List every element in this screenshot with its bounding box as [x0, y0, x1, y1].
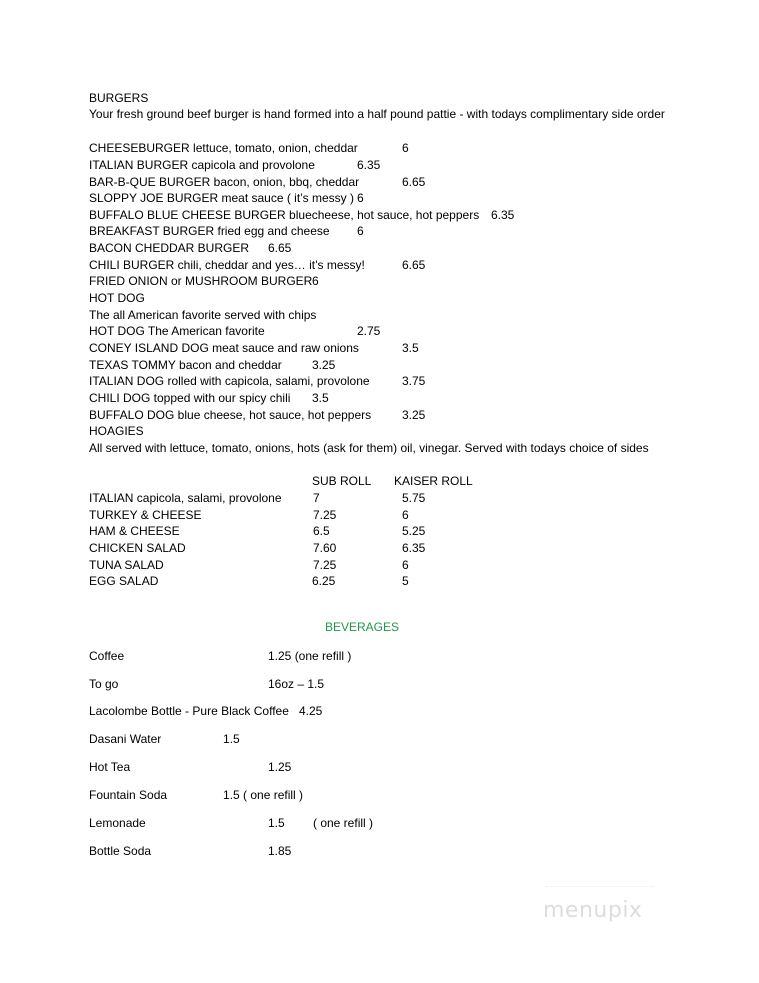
hotdog-item-name: HOT DOG The American favorite	[89, 324, 265, 338]
hoagie-item-name: TUNA SALAD	[89, 558, 164, 572]
burger-item-name: FRIED ONION or MUSHROOM BURGER	[89, 274, 313, 288]
hotdog-item-name: CONEY ISLAND DOG meat sauce and raw onions	[89, 341, 359, 355]
hotdog-item-name: CHILI DOG topped with our spicy chili	[89, 391, 291, 405]
hoagie-item-name: HAM & CHEESE	[89, 524, 180, 538]
burgers-description: Your fresh ground beef burger is hand formed into a half pound pattie - with todays complimentary side order	[89, 107, 665, 121]
hotdog-heading: HOT DOG	[89, 291, 145, 305]
hoagie-item-name: EGG SALAD	[89, 574, 159, 588]
hoagie-item-sub: 7.25	[313, 558, 337, 572]
hoagie-item-sub: 7.25	[313, 508, 337, 522]
watermark-divider	[546, 886, 654, 888]
beverage-item-price: 1.5 ( one refill )	[223, 788, 304, 802]
hoagie-item-kaiser: 5.75	[402, 491, 426, 505]
hoagies-col-sub: SUB ROLL	[312, 474, 372, 488]
beverage-item-price: 1.25 (one refill )	[268, 649, 352, 663]
burger-item-price: 6	[402, 141, 409, 155]
beverage-item-price: 1.85	[268, 844, 292, 858]
hotdog-item-price: 2.75	[357, 324, 381, 338]
menupix-watermark: menupix	[543, 898, 643, 923]
hoagie-item-sub: 7	[313, 491, 320, 505]
beverage-item-price: 1.5	[223, 732, 240, 746]
burger-item-name: BREAKFAST BURGER fried egg and cheese	[89, 224, 330, 238]
burger-item-price: 6	[357, 224, 364, 238]
burger-item-price: 6	[357, 191, 364, 205]
beverage-item-price: 1.25	[268, 760, 292, 774]
hotdog-item-name: BUFFALO DOG blue cheese, hot sauce, hot peppers	[89, 408, 372, 422]
hotdog-description: The all American favorite served with chips	[89, 308, 317, 322]
hoagie-item-kaiser: 6	[402, 558, 409, 572]
burger-item-name: SLOPPY JOE BURGER meat sauce ( it’s messy )	[89, 191, 354, 205]
hotdog-item-price: 3.5	[312, 391, 329, 405]
burger-item-price: 6.65	[402, 175, 426, 189]
hoagies-description: All served with lettuce, tomato, onions, hots (ask for them) oil, vinegar. Served with todays choice of sides	[89, 441, 649, 455]
beverage-item-name: To go	[89, 677, 119, 691]
burger-item-price: 6.65	[402, 258, 426, 272]
burger-item-price: 6	[312, 274, 319, 288]
hoagie-item-kaiser: 5.25	[402, 524, 426, 538]
hotdog-item-price: 3.75	[402, 374, 426, 388]
hotdog-item-name: ITALIAN DOG rolled with capicola, salami, provolone	[89, 374, 370, 388]
hoagie-item-name: CHICKEN SALAD	[89, 541, 186, 555]
hotdog-item-price: 3.25	[312, 358, 336, 372]
hoagie-item-sub: 7.60	[313, 541, 337, 555]
burger-item-name: CHEESEBURGER lettuce, tomato, onion, cheddar	[89, 141, 358, 155]
beverage-item-price: 4.25	[299, 704, 323, 718]
hoagie-item-sub: 6.25	[312, 574, 336, 588]
burgers-heading: BURGERS	[89, 91, 149, 105]
beverage-item-name: Bottle Soda	[89, 844, 152, 858]
hoagie-item-name: TURKEY & CHEESE	[89, 508, 202, 522]
beverage-item-name: Lemonade	[89, 816, 146, 830]
burger-item-name: BACON CHEDDAR BURGER	[89, 241, 250, 255]
hoagie-item-sub: 6.5	[313, 524, 330, 538]
hotdog-item-price: 3.5	[402, 341, 419, 355]
hotdog-item-price: 3.25	[402, 408, 426, 422]
hoagie-item-name: ITALIAN capicola, salami, provolone	[89, 491, 282, 505]
beverage-item-name: Hot Tea	[89, 760, 131, 774]
beverage-item-price: 16oz – 1.5	[268, 677, 325, 691]
hoagie-item-kaiser: 5	[402, 574, 409, 588]
beverage-item-note: ( one refill )	[313, 816, 374, 830]
beverage-item-name: Coffee	[89, 649, 125, 663]
burger-item-name: BAR-B-QUE BURGER bacon, onion, bbq, cheddar	[89, 175, 360, 189]
beverages-heading: BEVERAGES	[325, 620, 400, 634]
burger-item-name: CHILI BURGER chili, cheddar and yes… it’s messy!	[89, 258, 365, 272]
burger-item-name: ITALIAN BURGER capicola and provolone	[89, 158, 315, 172]
beverage-item-name: Dasani Water	[89, 732, 162, 746]
beverage-item-name: Lacolombe Bottle - Pure Black Coffee	[89, 704, 289, 718]
hotdog-item-name: TEXAS TOMMY bacon and cheddar	[89, 358, 282, 372]
hoagie-item-kaiser: 6.35	[402, 541, 426, 555]
beverage-item-price: 1.5	[268, 816, 285, 830]
burger-item-price: 6.35	[491, 208, 515, 222]
hoagies-col-kaiser: KAISER ROLL	[394, 474, 473, 488]
burger-item-price: 6.35	[357, 158, 381, 172]
beverage-item-name: Fountain Soda	[89, 788, 168, 802]
hoagies-heading: HOAGIES	[89, 424, 144, 438]
hoagie-item-kaiser: 6	[402, 508, 409, 522]
burger-item-price: 6.65	[268, 241, 292, 255]
burger-item-name: BUFFALO BLUE CHEESE BURGER bluecheese, hot sauce, hot peppers	[89, 208, 480, 222]
